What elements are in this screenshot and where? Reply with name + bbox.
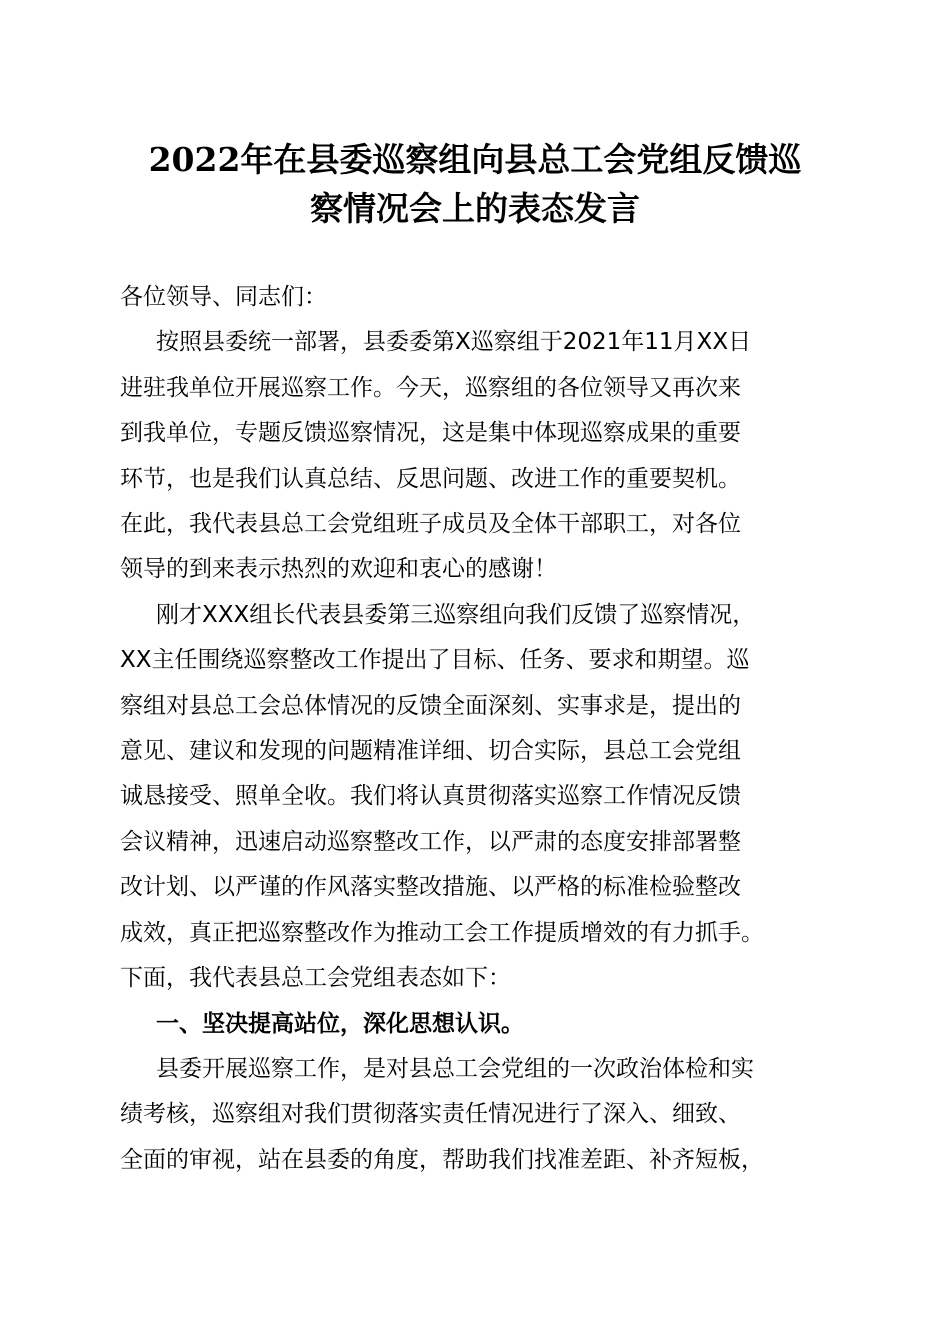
salutation: 各位领导、同志们： xyxy=(120,284,327,310)
document-body xyxy=(120,275,840,1183)
paragraph-line: 县委开展巡察工作，是对县总工会党组的一次政治体检和实 xyxy=(156,1055,754,1082)
document-title xyxy=(100,135,850,233)
paragraph-line: 成效，真正把巡察整改作为推动工会工作提质增效的有力抓手。 xyxy=(120,919,764,946)
paragraph-line: 环节，也是我们认真总结、反思问题、改进工作的重要契机。 xyxy=(120,465,741,492)
paragraph-line: 到我单位，专题反馈巡察情况，这是集中体现巡察成果的重要 xyxy=(120,420,741,447)
paragraph-line: 察组对县总工会总体情况的反馈全面深刻、实事求是，提出的 xyxy=(120,692,741,719)
paragraph-line: 诚恳接受、照单全收。我们将认真贯彻落实巡察工作情况反馈 xyxy=(120,783,741,810)
section-heading: 一、坚决提高站位，深化思想认识。 xyxy=(156,1010,524,1037)
paragraph-line: 全面的审视，站在县委的角度，帮助我们找准差距、补齐短板， xyxy=(120,1146,764,1173)
paragraph-line: 进驻我单位开展巡察工作。今天，巡察组的各位领导又再次来 xyxy=(120,374,741,401)
paragraph-line: 刚才XXX组长代表县委第三巡察组向我们反馈了巡察情况， xyxy=(156,601,756,628)
paragraph-line: 绩考核，巡察组对我们贯彻落实责任情况进行了深入、细致、 xyxy=(120,1101,741,1128)
paragraph-line: 会议精神，迅速启动巡察整改工作，以严肃的态度安排部署整 xyxy=(120,828,741,855)
title-line: 察情况会上的表态发言 xyxy=(310,189,640,228)
paragraph-line: 意见、建议和发现的问题精准详细、切合实际，县总工会党组 xyxy=(120,738,741,765)
paragraph-line: 领导的到来表示热烈的欢迎和衷心的感谢！ xyxy=(120,556,557,583)
paragraph-line: 下面，我代表县总工会党组表态如下： xyxy=(120,965,511,992)
paragraph-line: 在此，我代表县总工会党组班子成员及全体干部职工，对各位 xyxy=(120,511,741,538)
paragraph-line: 改计划、以严谨的作风落实整改措施、以严格的标准检验整改 xyxy=(120,874,741,901)
paragraph-line: XX主任围绕巡察整改工作提出了目标、任务、要求和期望。巡 xyxy=(120,647,750,674)
title-line: 2022年在县委巡察组向县总工会党组反馈巡 xyxy=(148,140,802,179)
paragraph-line: 按照县委统一部署，县委委第X巡察组于2021年11月XX日 xyxy=(156,329,752,356)
